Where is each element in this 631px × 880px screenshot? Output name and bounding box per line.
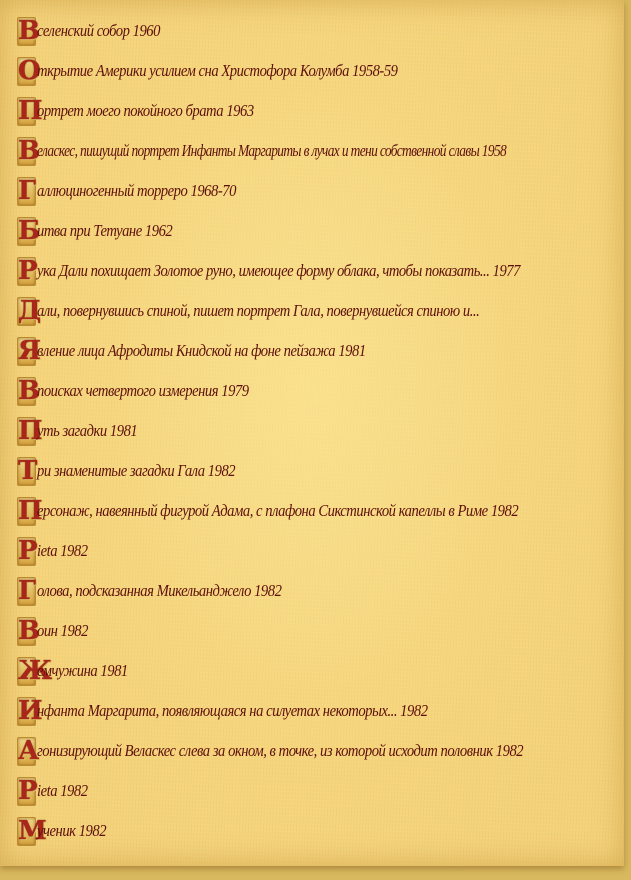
drop-cap: А: [18, 735, 40, 766]
list-item: [17, 131, 631, 171]
list-item: [17, 611, 631, 651]
list-item: [17, 371, 631, 411]
work-title: поисках четвертого измерения 1979: [37, 381, 249, 400]
drop-cap: В: [18, 15, 40, 46]
work-title: ieta 1982: [37, 781, 88, 800]
work-title: аллюциногенный торреро 1968-70: [37, 181, 236, 200]
list-item: [17, 771, 631, 811]
list-item: [17, 651, 631, 691]
drop-cap: Г: [18, 575, 36, 606]
work-title: оин 1982: [37, 621, 88, 640]
drop-cap: П: [18, 95, 43, 126]
drop-cap: В: [18, 615, 40, 646]
list-item: [17, 51, 631, 91]
list-item: [17, 91, 631, 131]
work-title: ука Дали похищает Золотое руно, имеющее форму облака, чтобы показать... 1977: [37, 261, 520, 280]
list-item: [17, 251, 631, 291]
drop-cap: Ж: [18, 655, 53, 686]
drop-cap: Р: [18, 255, 38, 286]
list-item: [17, 451, 631, 491]
drop-cap: М: [18, 815, 47, 846]
drop-cap: P: [18, 775, 38, 806]
drop-cap: Д: [18, 295, 42, 326]
list-item: [17, 491, 631, 531]
work-title: вление лица Афродиты Книдской на фоне пейзажа 1981: [37, 341, 366, 360]
drop-cap: В: [18, 135, 40, 166]
list-item: [17, 211, 631, 251]
work-title: олова, подсказанная Микельанджело 1982: [37, 581, 282, 600]
list-item: [17, 171, 631, 211]
work-title: нфанта Маргарита, появляющаяся на силуетах некоторых... 1982: [37, 701, 428, 720]
work-title: али, повернувшись спиной, пишет портрет Гала, повернувшейся спиною и...: [37, 301, 480, 320]
work-title: уть загадки 1981: [37, 421, 138, 440]
work-title: ри знаменитые загадки Гала 1982: [37, 461, 236, 480]
work-title: ieta 1982: [37, 541, 88, 560]
list-item: [17, 331, 631, 371]
work-title: ученик 1982: [37, 821, 107, 840]
work-title: гонизирующий Веласкес слева за окном, в точке, из которой исходит половник 1982: [37, 741, 524, 760]
work-title: итва при Тетуане 1962: [37, 221, 173, 240]
list-item: [17, 811, 631, 851]
drop-cap: П: [18, 415, 43, 446]
list-item: [17, 11, 631, 51]
work-title: ортрет моего покойного брата 1963: [37, 101, 254, 120]
list-item: [17, 571, 631, 611]
drop-cap: В: [18, 375, 40, 406]
drop-cap: Б: [18, 215, 41, 246]
list-item: [17, 531, 631, 571]
work-title: емчужина 1981: [37, 661, 128, 680]
list-item: [17, 731, 631, 771]
works-list: [17, 11, 631, 851]
drop-cap: Г: [18, 175, 36, 206]
list-item: [17, 411, 631, 451]
drop-cap: П: [18, 495, 43, 526]
drop-cap: Я: [18, 335, 41, 366]
drop-cap: Т: [18, 455, 38, 486]
drop-cap: О: [18, 55, 41, 86]
work-title: ткрытие Америки усилием сна Христофора Колумба 1958-59: [37, 61, 398, 80]
drop-cap: И: [18, 695, 43, 726]
drop-cap: P: [18, 535, 38, 566]
work-title: еласкес, пишущий портрет Инфанты Маргариты в лучах и тени собственной славы 1958: [37, 141, 507, 160]
work-title: ерсонаж, навеянный фигурой Адама, с плафона Сикстинской капеллы в Риме 1982: [37, 501, 519, 520]
list-item: [17, 691, 631, 731]
work-title: селенский собор 1960: [37, 21, 160, 40]
list-item: [17, 291, 631, 331]
